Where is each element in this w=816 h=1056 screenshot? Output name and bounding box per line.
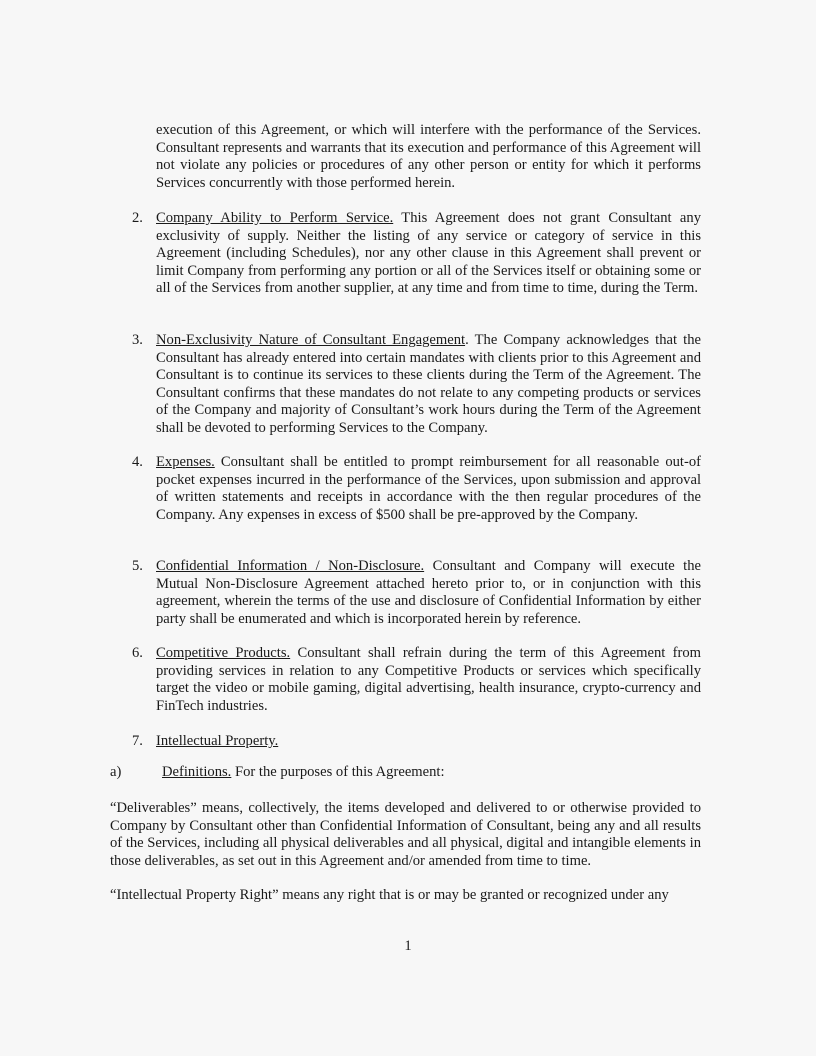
section-number: 7. <box>132 733 143 749</box>
section-number: 4. <box>132 454 143 470</box>
section-3 <box>132 332 701 438</box>
subsection-label: a) <box>110 764 122 780</box>
section-heading: Company Ability to Perform Service. <box>156 210 394 226</box>
section-text: . The Company acknowledges that the Consultant has already entered into certain mandates with clients prior to this Agreement and Consultant is to continue its services to these clients during the Term of the Agreement. The Consultant confirms that these mandates do not relate to any competing products or services of the Company and majority of Consultant’s work hours during the Term of the Agreement shall be devoted to performing Services to the Company. <box>156 332 702 436</box>
section-4 <box>132 454 701 524</box>
page-number: 1 <box>404 938 412 954</box>
section-number: 2. <box>132 210 143 226</box>
section-6 <box>132 645 701 715</box>
section-7 <box>132 733 701 751</box>
section-2 <box>132 210 701 298</box>
section-5 <box>132 558 701 628</box>
section-text: Consultant and Company will execute the Mutual Non-Disclosure Agreement attached hereto prior to, or in conjunction with this agreement, wherein the terms of the use and disclosure of Confidential Information by either party shall be enumerated and which is incorporated herein by reference. <box>156 558 702 627</box>
section-text: Consultant shall refrain during the term of this Agreement from providing services in relation to any Competitive Products or services which specifically target the video or mobile gaming, digital advertising, health insurance, crypto-currency and FinTech industries. <box>156 645 701 714</box>
section-text: Consultant shall be entitled to prompt reimbursement for all reasonable out-of pocket expenses incurred in the performance of the Services, upon submission and approval of written statements and receipts in accordance with the then regular procedures of the Company. Any expenses in excess of $500 shall be pre-approved by the Company. <box>156 454 701 523</box>
section-heading: Confidential Information / Non-Disclosure. <box>156 558 425 574</box>
section-heading: Expenses. <box>156 454 215 470</box>
definition-ip-right: “Intellectual Property Right” means any right that is or may be granted or recognized under any <box>110 887 669 903</box>
section-number: 3. <box>132 332 143 348</box>
section-heading: Competitive Products. <box>156 645 291 661</box>
subsection-a <box>110 764 700 782</box>
section-text: This Agreement does not grant Consultant any exclusivity of supply. Neither the listing of any service or category of service in this Agreement (including Schedules), nor any other clause in this Agreement shall prevent or limit Company from performing any portion or all of the Services itself or obtaining some or all of the Services from another supplier, at any time and from time to time, during the Term. <box>156 210 701 297</box>
section-number: 6. <box>132 645 143 661</box>
subsection-heading: Definitions. <box>162 764 232 780</box>
section-heading: Non-Exclusivity Nature of Consultant Engagement <box>156 332 466 348</box>
section-heading: Intellectual Property. <box>156 733 279 749</box>
definition-deliverables: “Deliverables” means, collectively, the items developed and delivered to or otherwise provided to Company by Consultant other than Confidential Information of Consultant, being any and all results of the Services, including all physical deliverables and all physical, digital and intangible elements in those deliverables, as set out in this Agreement and/or amended from time to time. <box>110 800 701 869</box>
subsection-text: For the purposes of this Agreement: <box>231 764 445 780</box>
section-number: 5. <box>132 558 143 574</box>
continuation-paragraph: execution of this Agreement, or which will interfere with the performance of the Services. Consultant represents and warrants that its execution and performance of this Agreement will not violate any policies or procedures of any other person or entity for which it performs Services concurrently with those performed herein. <box>156 122 701 191</box>
